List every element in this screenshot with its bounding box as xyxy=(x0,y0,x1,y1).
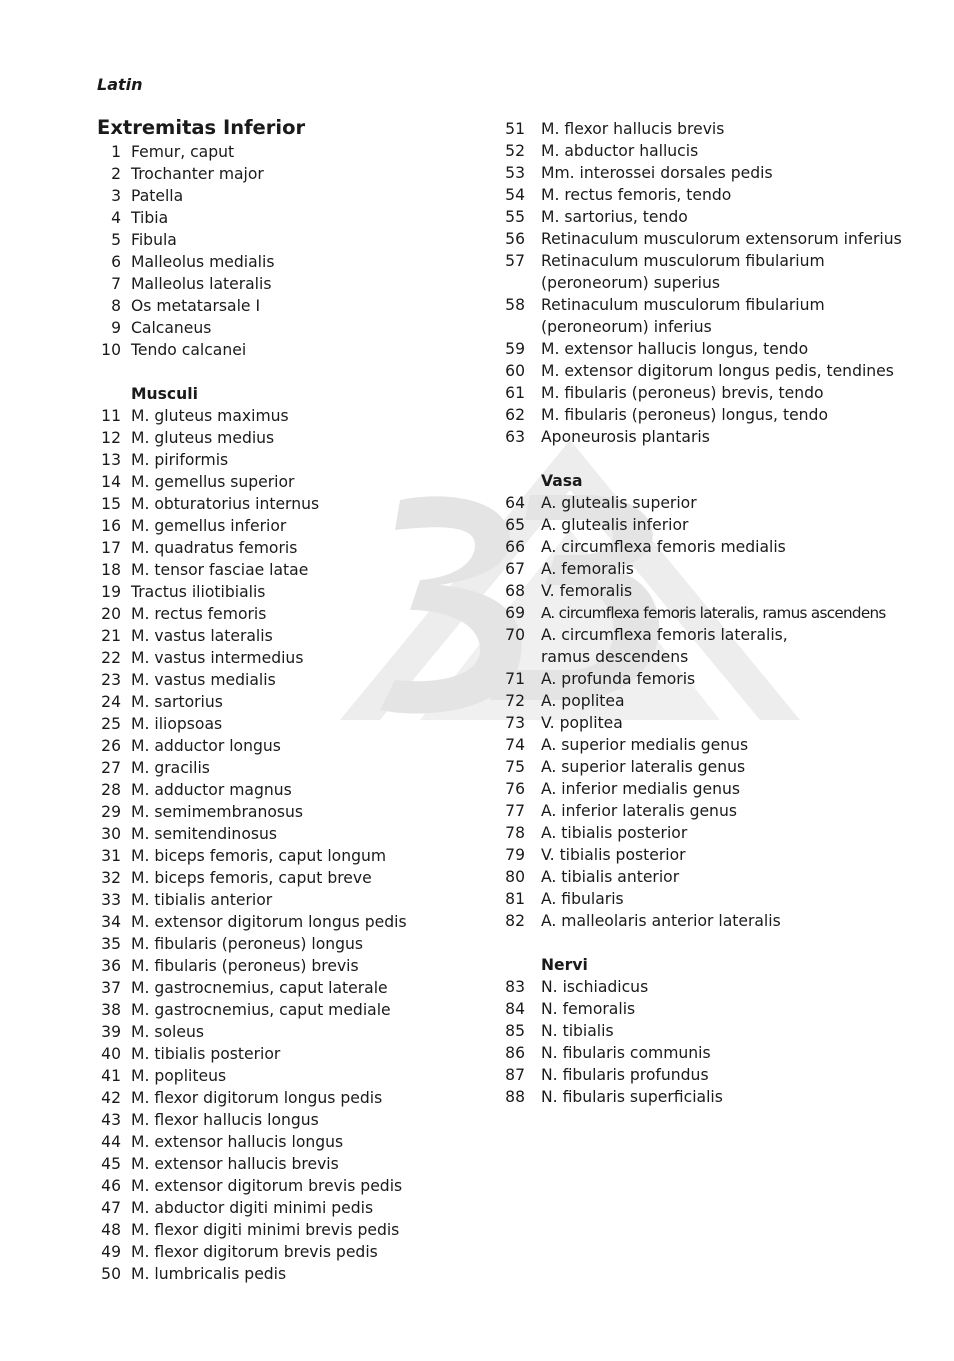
item-number: 4 xyxy=(111,209,121,227)
list-item xyxy=(504,536,902,558)
item-label: M. extensor hallucis longus xyxy=(131,1133,344,1151)
item-label: N. fibularis profundus xyxy=(541,1066,709,1084)
list-item xyxy=(97,141,407,163)
list-item xyxy=(97,1043,407,1065)
item-label: A. glutealis inferior xyxy=(541,516,689,534)
list-item xyxy=(97,1131,407,1153)
item-number: 53 xyxy=(505,164,525,182)
list-item xyxy=(504,1020,902,1042)
item-number: 42 xyxy=(101,1089,121,1107)
list-item xyxy=(504,800,902,822)
item-label: M. soleus xyxy=(131,1023,204,1041)
list-item xyxy=(504,888,902,910)
list-item xyxy=(97,999,407,1021)
item-number: 16 xyxy=(101,517,121,535)
item-number: 6 xyxy=(111,253,121,271)
item-number: 68 xyxy=(505,582,525,600)
item-label: M. lumbricalis pedis xyxy=(131,1265,287,1283)
item-number: 83 xyxy=(505,978,525,996)
item-label: Tibia xyxy=(131,209,169,227)
item-label: M. extensor hallucis longus, tendo xyxy=(541,340,809,358)
item-label: M. abductor hallucis xyxy=(541,142,699,160)
item-label: A. circumflexa femoris lateralis, ramus ascendens xyxy=(541,604,886,622)
item-label: M. extensor hallucis brevis xyxy=(131,1155,339,1173)
section-heading-vasa: Vasa xyxy=(541,472,583,490)
list-item xyxy=(504,294,902,338)
item-label: M. vastus medialis xyxy=(131,671,276,689)
list-item xyxy=(504,668,902,690)
item-label: M. tensor fasciae latae xyxy=(131,561,309,579)
section-heading-nervi: Nervi xyxy=(541,956,588,974)
item-number: 28 xyxy=(101,781,121,799)
list-item xyxy=(504,162,902,184)
item-label: M. gemellus inferior xyxy=(131,517,287,535)
item-number: 20 xyxy=(101,605,121,623)
list-item xyxy=(97,823,407,845)
item-number: 48 xyxy=(101,1221,121,1239)
item-label: M. piriformis xyxy=(131,451,229,469)
item-number: 8 xyxy=(111,297,121,315)
item-number: 86 xyxy=(505,1044,525,1062)
item-label: Mm. interossei dorsales pedis xyxy=(541,164,773,182)
list-item xyxy=(504,910,902,932)
item-label: N. fibularis communis xyxy=(541,1044,711,1062)
section-heading-musculi: Musculi xyxy=(131,385,198,403)
item-number: 23 xyxy=(101,671,121,689)
list-item xyxy=(504,690,902,712)
item-number: 11 xyxy=(101,407,121,425)
list-item xyxy=(97,581,407,603)
list-item xyxy=(504,1042,902,1064)
item-label: M. fibularis (peroneus) brevis xyxy=(131,957,359,975)
item-number: 30 xyxy=(101,825,121,843)
language-label: Latin xyxy=(97,75,143,94)
item-number: 74 xyxy=(505,736,525,754)
item-label: Malleolus medialis xyxy=(131,253,275,271)
list-item xyxy=(504,140,902,162)
item-label: A. tibialis anterior xyxy=(541,868,680,886)
list-item xyxy=(97,1241,407,1263)
list-item xyxy=(97,867,407,889)
item-number: 60 xyxy=(505,362,525,380)
item-label: A. malleolaris anterior lateralis xyxy=(541,912,781,930)
list-item xyxy=(97,493,407,515)
list-item xyxy=(504,228,902,250)
list-item xyxy=(504,624,902,668)
list-item xyxy=(504,514,902,536)
item-number: 26 xyxy=(101,737,121,755)
list-item xyxy=(97,427,407,449)
item-number: 52 xyxy=(505,142,525,160)
list-item xyxy=(504,580,902,602)
list-item xyxy=(504,1086,902,1108)
item-number: 37 xyxy=(101,979,121,997)
item-label: M. flexor hallucis longus xyxy=(131,1111,319,1129)
item-number: 41 xyxy=(101,1067,121,1085)
item-number: 84 xyxy=(505,1000,525,1018)
item-label: N. fibularis superficialis xyxy=(541,1088,723,1106)
item-label: M. extensor digitorum brevis pedis xyxy=(131,1177,403,1195)
item-number: 12 xyxy=(101,429,121,447)
item-label: Trochanter major xyxy=(131,165,264,183)
item-number: 46 xyxy=(101,1177,121,1195)
list-item xyxy=(97,537,407,559)
item-label: Os metatarsale I xyxy=(131,297,261,315)
item-number: 57 xyxy=(505,252,525,270)
list-item xyxy=(97,405,407,427)
item-label: M. tibialis anterior xyxy=(131,891,273,909)
item-number: 39 xyxy=(101,1023,121,1041)
list-item xyxy=(97,1087,407,1109)
item-label: A. superior medialis genus xyxy=(541,736,749,754)
item-label: M. sartorius, tendo xyxy=(541,208,688,226)
item-label: N. ischiadicus xyxy=(541,978,649,996)
list-item xyxy=(504,558,902,580)
list-item xyxy=(97,185,407,207)
item-label: M. fibularis (peroneus) longus, tendo xyxy=(541,406,828,424)
list-item xyxy=(97,207,407,229)
item-number: 61 xyxy=(505,384,525,402)
list-item xyxy=(504,184,902,206)
item-label: Tractus iliotibialis xyxy=(131,583,266,601)
item-label: A. tibialis posterior xyxy=(541,824,688,842)
list-item xyxy=(504,976,902,998)
item-label: M. gluteus maximus xyxy=(131,407,289,425)
muscles-tendons-list xyxy=(504,118,902,448)
list-item xyxy=(97,1153,407,1175)
item-number: 88 xyxy=(505,1088,525,1106)
item-label: V. femoralis xyxy=(541,582,633,600)
item-label: M. adductor magnus xyxy=(131,781,292,799)
item-number: 9 xyxy=(111,319,121,337)
left-column xyxy=(97,141,407,1285)
list-item xyxy=(504,404,902,426)
item-number: 36 xyxy=(101,957,121,975)
item-label: A. superior lateralis genus xyxy=(541,758,746,776)
item-label: A. circumflexa femoris medialis xyxy=(541,538,786,556)
item-number: 50 xyxy=(101,1265,121,1283)
item-label: M. semimembranosus xyxy=(131,803,304,821)
item-number: 32 xyxy=(101,869,121,887)
item-number: 69 xyxy=(505,604,525,622)
item-label: Patella xyxy=(131,187,184,205)
item-number: 75 xyxy=(505,758,525,776)
item-label: M. extensor digitorum longus pedis, tendines xyxy=(541,362,894,380)
item-number: 76 xyxy=(505,780,525,798)
list-item xyxy=(97,1109,407,1131)
item-number: 67 xyxy=(505,560,525,578)
item-number: 2 xyxy=(111,165,121,183)
list-item xyxy=(504,118,902,140)
muscles-list xyxy=(97,405,407,1285)
item-number: 44 xyxy=(101,1133,121,1151)
item-number: 38 xyxy=(101,1001,121,1019)
list-item xyxy=(97,977,407,999)
item-label: M. biceps femoris, caput longum xyxy=(131,847,387,865)
list-item xyxy=(97,163,407,185)
item-number: 13 xyxy=(101,451,121,469)
item-label: M. vastus intermedius xyxy=(131,649,304,667)
item-label: M. popliteus xyxy=(131,1067,227,1085)
list-item xyxy=(504,250,902,294)
item-label: M. fibularis (peroneus) longus xyxy=(131,935,364,953)
item-label: A. profunda femoris xyxy=(541,670,696,688)
item-label: M. gluteus medius xyxy=(131,429,275,447)
item-label: Retinaculum musculorum fibularium (peroneorum) inferius xyxy=(541,296,825,336)
item-label: A. fibularis xyxy=(541,890,624,908)
list-item xyxy=(97,1219,407,1241)
item-number: 79 xyxy=(505,846,525,864)
list-item xyxy=(504,426,902,448)
list-item xyxy=(97,801,407,823)
item-number: 70 xyxy=(505,626,525,644)
item-number: 19 xyxy=(101,583,121,601)
list-item xyxy=(504,360,902,382)
item-number: 47 xyxy=(101,1199,121,1217)
list-item xyxy=(97,1175,407,1197)
item-number: 58 xyxy=(505,296,525,314)
item-number: 7 xyxy=(111,275,121,293)
list-item xyxy=(97,317,407,339)
item-label: M. flexor digitorum longus pedis xyxy=(131,1089,383,1107)
list-item xyxy=(97,449,407,471)
item-number: 45 xyxy=(101,1155,121,1173)
list-item xyxy=(97,933,407,955)
item-number: 17 xyxy=(101,539,121,557)
item-number: 25 xyxy=(101,715,121,733)
item-number: 72 xyxy=(505,692,525,710)
item-label: A. inferior medialis genus xyxy=(541,780,740,798)
list-item xyxy=(97,339,407,361)
item-label: M. fibularis (peroneus) brevis, tendo xyxy=(541,384,824,402)
list-item xyxy=(97,757,407,779)
item-number: 82 xyxy=(505,912,525,930)
list-item xyxy=(504,1064,902,1086)
item-number: 56 xyxy=(505,230,525,248)
item-label: A. poplitea xyxy=(541,692,625,710)
item-number: 24 xyxy=(101,693,121,711)
item-label: M. gastrocnemius, caput laterale xyxy=(131,979,388,997)
item-label: Retinaculum musculorum extensorum inferius xyxy=(541,230,902,248)
item-number: 62 xyxy=(505,406,525,424)
list-item xyxy=(97,251,407,273)
item-label: M. abductor digiti minimi pedis xyxy=(131,1199,374,1217)
item-number: 1 xyxy=(111,143,121,161)
list-item xyxy=(97,735,407,757)
item-number: 43 xyxy=(101,1111,121,1129)
list-item xyxy=(504,492,902,514)
item-label: M. quadratus femoris xyxy=(131,539,298,557)
list-item xyxy=(504,602,902,624)
item-number: 55 xyxy=(505,208,525,226)
list-item xyxy=(97,647,407,669)
item-label: Femur, caput xyxy=(131,143,235,161)
item-number: 15 xyxy=(101,495,121,513)
item-label: N. tibialis xyxy=(541,1022,614,1040)
item-number: 34 xyxy=(101,913,121,931)
item-number: 5 xyxy=(111,231,121,249)
list-item xyxy=(504,778,902,800)
list-item xyxy=(504,866,902,888)
item-label: M. iliopsoas xyxy=(131,715,223,733)
list-item xyxy=(97,295,407,317)
list-item xyxy=(97,955,407,977)
vessels-list xyxy=(504,492,902,932)
item-label: M. rectus femoris xyxy=(131,605,267,623)
item-number: 27 xyxy=(101,759,121,777)
item-number: 18 xyxy=(101,561,121,579)
list-item xyxy=(504,206,902,228)
item-number: 80 xyxy=(505,868,525,886)
item-number: 29 xyxy=(101,803,121,821)
item-label: Tendo calcanei xyxy=(131,341,247,359)
list-item xyxy=(504,844,902,866)
item-number: 73 xyxy=(505,714,525,732)
list-item xyxy=(97,273,407,295)
item-label: M. obturatorius internus xyxy=(131,495,320,513)
item-number: 64 xyxy=(505,494,525,512)
item-number: 81 xyxy=(505,890,525,908)
list-item xyxy=(97,625,407,647)
item-number: 87 xyxy=(505,1066,525,1084)
item-label: A. inferior lateralis genus xyxy=(541,802,737,820)
item-number: 78 xyxy=(505,824,525,842)
item-label: M. rectus femoris, tendo xyxy=(541,186,732,204)
page-title: Extremitas Inferior xyxy=(97,116,306,139)
item-label: A. glutealis superior xyxy=(541,494,697,512)
list-item xyxy=(504,998,902,1020)
list-item xyxy=(97,603,407,625)
item-number: 35 xyxy=(101,935,121,953)
item-label: M. sartorius xyxy=(131,693,223,711)
item-label: V. poplitea xyxy=(541,714,623,732)
item-label: Fibula xyxy=(131,231,177,249)
item-label: M. gemellus superior xyxy=(131,473,295,491)
right-column xyxy=(504,118,902,1108)
item-label: M. flexor digiti minimi brevis pedis xyxy=(131,1221,400,1239)
item-number: 77 xyxy=(505,802,525,820)
list-item xyxy=(97,691,407,713)
list-item xyxy=(97,1263,407,1285)
item-number: 21 xyxy=(101,627,121,645)
item-label: M. biceps femoris, caput breve xyxy=(131,869,372,887)
list-item xyxy=(97,889,407,911)
list-item xyxy=(97,1021,407,1043)
bones-list xyxy=(97,141,407,361)
item-number: 65 xyxy=(505,516,525,534)
item-number: 71 xyxy=(505,670,525,688)
list-item xyxy=(504,822,902,844)
item-number: 10 xyxy=(101,341,121,359)
item-label: M. gastrocnemius, caput mediale xyxy=(131,1001,391,1019)
item-label: A. femoralis xyxy=(541,560,634,578)
item-label: M. flexor digitorum brevis pedis xyxy=(131,1243,378,1261)
item-label: M. flexor hallucis brevis xyxy=(541,120,725,138)
list-item xyxy=(97,911,407,933)
list-item xyxy=(504,734,902,756)
item-label: M. semitendinosus xyxy=(131,825,277,843)
list-item xyxy=(97,559,407,581)
item-label: M. extensor digitorum longus pedis xyxy=(131,913,407,931)
item-label: M. tibialis posterior xyxy=(131,1045,281,1063)
item-number: 49 xyxy=(101,1243,121,1261)
list-item xyxy=(97,713,407,735)
item-number: 31 xyxy=(101,847,121,865)
list-item xyxy=(97,515,407,537)
item-number: 3 xyxy=(111,187,121,205)
item-label: Aponeurosis plantaris xyxy=(541,428,710,446)
list-item xyxy=(504,338,902,360)
item-label: Retinaculum musculorum fibularium (peroneorum) superius xyxy=(541,252,825,292)
list-item xyxy=(97,779,407,801)
item-number: 22 xyxy=(101,649,121,667)
item-number: 66 xyxy=(505,538,525,556)
item-number: 85 xyxy=(505,1022,525,1040)
list-item xyxy=(97,669,407,691)
list-item xyxy=(97,845,407,867)
item-label: N. femoralis xyxy=(541,1000,636,1018)
item-number: 14 xyxy=(101,473,121,491)
item-number: 51 xyxy=(505,120,525,138)
item-number: 33 xyxy=(101,891,121,909)
item-number: 54 xyxy=(505,186,525,204)
item-number: 59 xyxy=(505,340,525,358)
item-label: M. gracilis xyxy=(131,759,210,777)
list-item xyxy=(97,471,407,493)
item-label: A. circumflexa femoris lateralis, ramus descendens xyxy=(541,626,788,666)
item-label: M. vastus lateralis xyxy=(131,627,273,645)
list-item xyxy=(97,1197,407,1219)
item-number: 40 xyxy=(101,1045,121,1063)
list-item xyxy=(97,229,407,251)
list-item xyxy=(97,1065,407,1087)
item-label: Calcaneus xyxy=(131,319,212,337)
list-item xyxy=(504,756,902,778)
item-label: V. tibialis posterior xyxy=(541,846,686,864)
list-item xyxy=(504,712,902,734)
item-label: M. adductor longus xyxy=(131,737,281,755)
list-item xyxy=(504,382,902,404)
item-number: 63 xyxy=(505,428,525,446)
nerves-list xyxy=(504,976,902,1108)
item-label: Malleolus lateralis xyxy=(131,275,272,293)
